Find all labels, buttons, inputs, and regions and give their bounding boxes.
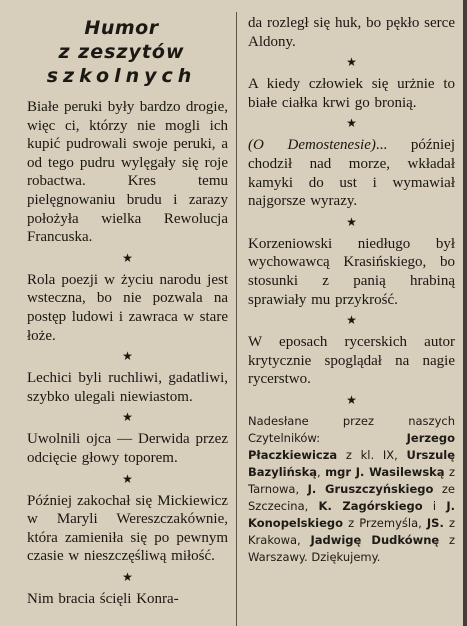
paragraph-blood-cells: A kiedy człowiek się urżnie to białe ciałka krwi go bronią. <box>248 76 455 111</box>
star-separator: ★ <box>346 116 357 131</box>
credit-name: Urszulę Bazylińską <box>248 447 455 479</box>
star-separator: ★ <box>122 471 133 486</box>
right-column <box>237 0 463 566</box>
paragraph-epos: W eposach rycerskich autor krytycznie spoglądał na nagie rycerstwo. <box>248 334 455 388</box>
paragraph-poetry: Rola poezji w życiu narodu jest wsteczna, bo nie pozwala na postęp ludowi i zawraca w stare łoże. <box>27 271 228 344</box>
credit-sep: ze Szczecina, <box>248 481 455 513</box>
credit-name: Jerzego Płaczkiewicza <box>248 430 455 462</box>
credit-name: Jadwigę Dudkównę <box>310 532 440 547</box>
paragraph-lechici: Lechici byli ruchliwi, gadatliwi, szybko ulegali niewiastom. <box>27 370 228 405</box>
demosthenes-title: (O Demostenesie) <box>248 137 376 154</box>
demosthenes-text: ... później chodził nad morze, wkładał kamyki do ust i wymawiał najgorsze wyrazy. <box>248 137 455 210</box>
paragraph-mickiewicz: Później zakochał się Mickiewicz w Maryli Wereszczakównie, która zamieniła się po pewnym czasie w nieszczęśliwą miłość. <box>27 492 228 565</box>
paragraph-demosthenes <box>248 136 455 210</box>
credit-sep: z Tarnowa, <box>248 464 456 496</box>
paragraph-konrad-end: da rozległ się huk, bo pękło serce Aldony. <box>248 15 455 50</box>
credit-name: J. Konopelskiego <box>248 498 455 530</box>
credit-name: J. Gruszczyńskiego <box>307 481 434 496</box>
masthead-line-3: szkolnych <box>46 65 197 87</box>
credits-intro: Nadesłane przez naszych Czytelników: <box>248 413 455 445</box>
credit-name: K. Zagórskiego <box>318 498 423 513</box>
page-edge-shadow <box>463 0 467 626</box>
left-column <box>0 0 236 608</box>
star-separator: ★ <box>346 214 357 229</box>
credit-sep: z Przemyśla, <box>343 515 427 530</box>
paragraph-korzeniowski: Korzeniowski niedługo był wychowawcą Krasińskiego, bo stosunki z panią hrabiną sprawiały mu przykrość. <box>248 235 455 308</box>
star-separator: ★ <box>346 55 357 70</box>
credit-sep: z Warszawy. <box>248 532 455 564</box>
star-separator: ★ <box>122 349 133 364</box>
credit-sep: i <box>422 498 447 513</box>
credit-sep: z Krakowa, <box>248 515 455 547</box>
masthead-line-1: Humor <box>84 17 159 39</box>
paragraph-wigs: Białe peruki były bardzo drogie, więc ci, którzy nie mogli ich kupić pudrowali swoje peruki, a od tego pudru wylęgały się roje robactwa. Kres temu pielęgnowaniu brudu i zarazy położyła wielka Rewolucja Francuska. <box>27 99 228 246</box>
star-separator: ★ <box>122 569 133 584</box>
masthead-line-2: z zeszytów <box>58 41 185 63</box>
credits-paragraph <box>248 413 455 566</box>
star-separator: ★ <box>346 392 357 407</box>
masthead <box>15 16 228 88</box>
credit-sep: , <box>317 464 326 479</box>
paragraph-derwid: Uwolnili ojca — Derwida przez odcięcie głowy toporem. <box>27 431 228 466</box>
credit-sep: z kl. IX, <box>337 447 407 462</box>
credits-thanks: Dziękujemy. <box>311 549 381 564</box>
credit-name: JS. <box>426 515 444 530</box>
credit-name: mgr J. Wasilewską <box>325 464 445 479</box>
star-separator: ★ <box>122 410 133 425</box>
star-separator: ★ <box>122 250 133 265</box>
star-separator: ★ <box>346 313 357 328</box>
paragraph-konrad-start: Nim bracia ścięli Konra- <box>27 590 179 607</box>
